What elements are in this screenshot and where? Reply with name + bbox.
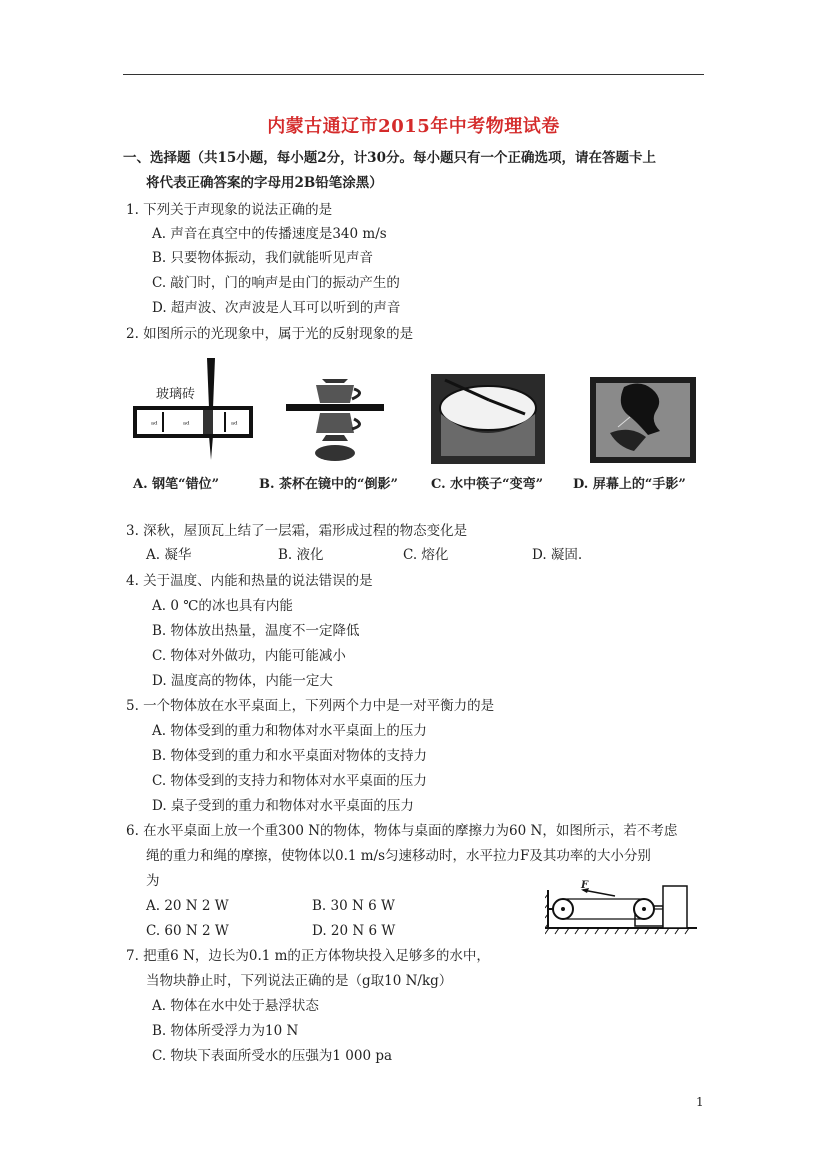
q7-option-b: B. 物体所受浮力为10 N (152, 1023, 299, 1039)
section-heading-line1: 一、选择题（共15小题，每小题2分，计30分。每小题只有一个正确选项，请在答题卡上 (123, 150, 656, 166)
q2-figure-d-hand-shadow (590, 377, 696, 463)
q4-option-a: A. 0 ℃的冰也具有内能 (152, 598, 293, 614)
q6-force-label: F (581, 880, 589, 891)
svg-text:ᵃᵈ: ᵃᵈ (231, 420, 238, 429)
svg-text:ᵃᵈ: ᵃᵈ (151, 420, 158, 429)
q1-option-a: A. 声音在真空中的传播速度是340 m/s (152, 226, 387, 242)
q6-option-b: B. 30 N 6 W (312, 898, 395, 914)
q1-stem: 1. 下列关于声现象的说法正确的是 (126, 202, 333, 218)
q2-figure-c-chopstick-water (431, 374, 545, 464)
q6-option-c: C. 60 N 2 W (146, 923, 229, 939)
q6-stem-line2: 绳的重力和绳的摩擦，使物体以0.1 m/s匀速移动时，水平拉力F及其功率的大小分别 (146, 848, 651, 864)
q7-stem-line1: 7. 把重6 N，边长为0.1 m的正方体物块投入足够多的水中， (126, 948, 490, 964)
q2-caption-c: C. 水中筷子“变弯” (431, 477, 544, 492)
q3-option-b: B. 液化 (278, 547, 324, 563)
q2-caption-d: D. 屏幕上的“手影” (573, 477, 686, 492)
q5-stem: 5. 一个物体放在水平桌面上，下列两个力中是一对平衡力的是 (126, 698, 495, 714)
header-rule (123, 74, 704, 75)
section-heading-line2: 将代表正确答案的字母用2B铅笔涂黑） (146, 175, 383, 191)
q4-option-c: C. 物体对外做功，内能可能减小 (152, 648, 346, 664)
q7-option-c: C. 物块下表面所受水的压强为1 000 pa (152, 1048, 393, 1064)
q7-option-a: A. 物体在水中处于悬浮状态 (152, 998, 319, 1014)
q6-option-d: D. 20 N 6 W (312, 923, 396, 939)
q2-caption-a: A. 钢笔“错位” (133, 477, 220, 492)
q4-option-b: B. 物体放出热量，温度不一定降低 (152, 623, 360, 639)
q6-stem-line3: 为 (146, 873, 160, 889)
q2-caption-b: B. 茶杯在镜中的“倒影” (259, 477, 398, 492)
q5-option-b: B. 物体受到的重力和水平桌面对物体的支持力 (152, 748, 428, 764)
q6-stem-line1: 6. 在水平桌面上放一个重300 N的物体，物体与桌面的摩擦力为60 N，如图所示，若不考虑 (126, 823, 678, 839)
q3-stem: 3. 深秋，屋顶瓦上结了一层霜，霜形成过程的物态变化是 (126, 523, 468, 539)
q6-option-a: A. 20 N 2 W (146, 898, 229, 914)
page-title: 内蒙古通辽市2015年中考物理试卷 (267, 116, 560, 137)
q1-option-d: D. 超声波、次声波是人耳可以听到的声音 (152, 300, 401, 316)
q7-stem-line2: 当物块静止时，下列说法正确的是（g取10 N/kg） (146, 973, 453, 989)
q2-figure-a-label: 玻璃砖 (156, 387, 196, 402)
q1-option-b: B. 只要物体振动，我们就能听见声音 (152, 250, 374, 266)
q5-option-d: D. 桌子受到的重力和物体对水平桌面的压力 (152, 798, 414, 814)
q5-option-a: A. 物体受到的重力和物体对水平桌面上的压力 (152, 723, 427, 739)
svg-text:ᵃᵈ: ᵃᵈ (183, 420, 190, 429)
q1-option-c: C. 敲门时，门的响声是由门的振动产生的 (152, 275, 400, 291)
q3-option-c: C. 熔化 (403, 547, 449, 563)
q2-figure-b-teacup-reflection (286, 377, 384, 463)
q4-stem: 4. 关于温度、内能和热量的说法错误的是 (126, 573, 373, 589)
q6-pulley-figure (545, 880, 697, 936)
page-number: 1 (696, 1095, 704, 1109)
q5-option-c: C. 物体受到的支持力和物体对水平桌面的压力 (152, 773, 427, 789)
q4-option-d: D. 温度高的物体，内能一定大 (152, 673, 333, 689)
q2-stem: 2. 如图所示的光现象中，属于光的反射现象的是 (126, 326, 414, 342)
q3-option-d: D. 凝固. (532, 547, 583, 563)
q2-figure-a-pen-glass (133, 356, 255, 462)
q3-option-a: A. 凝华 (146, 547, 192, 563)
